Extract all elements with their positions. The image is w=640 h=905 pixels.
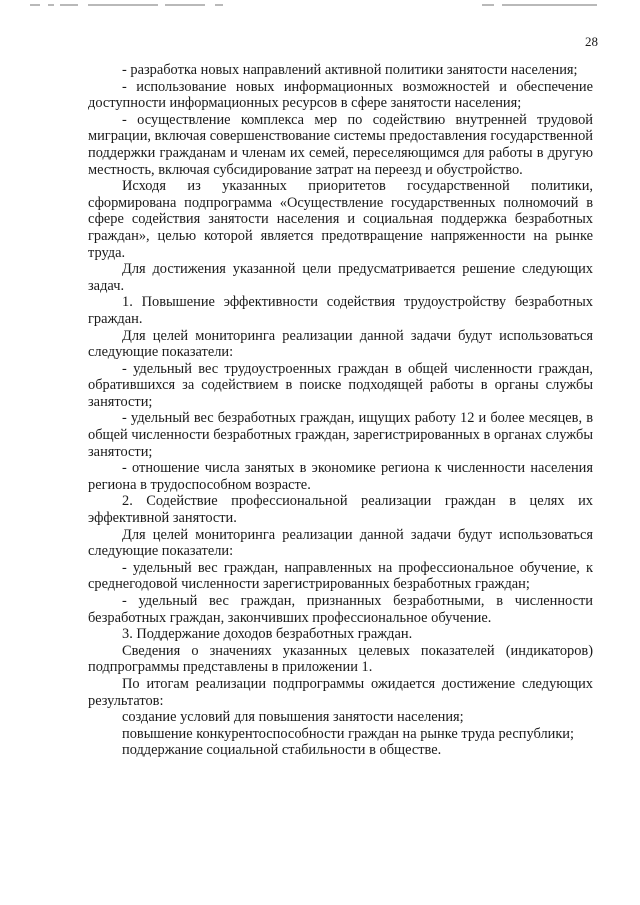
paragraph-indicator-training-referrals: - удельный вес граждан, направленных на профессиональное обучение, к среднегодовой численности зарегистрированных безработных граждан;	[88, 559, 593, 593]
paragraph-indicator-employment-ratio: - отношение числа занятых в экономике региона к численности населения региона в трудоспособном возрасте.	[88, 460, 593, 493]
paragraph-subprogram-formed: Исходя из указанных приоритетов государственной политики, сформирована подпрограмма «Осуществление государственных полномочий в сфере содействия занятости населения и социальная поддержка безработных граждан», целью которой является предотвращение напряженности на рынке труда.	[88, 178, 593, 261]
paragraph-new-directions: - разработка новых направлений активной политики занятости населения;	[122, 62, 578, 78]
document-body	[88, 62, 593, 759]
paragraph-monitoring-task-1: Для целей мониторинга реализации данной задачи будут использоваться следующие показатели:	[88, 327, 593, 361]
paragraph-result-social-stability: поддержание социальной стабильности в обществе.	[122, 742, 442, 759]
paragraph-task-1: 1. Повышение эффективности содействия трудоустройству безработных граждан.	[88, 294, 593, 327]
paragraph-task-2: 2. Содействие профессиональной реализации граждан в целях их эффективной занятости.	[88, 493, 593, 527]
paragraph-monitoring-task-2: Для целей мониторинга реализации данной задачи будут использоваться следующие показатели:	[88, 526, 593, 560]
paragraph-indicator-long-term-unemployed: - удельный вес безработных граждан, ищущих работу 12 и более месяцев, в общей численности безработных граждан, зарегистрированных в органах службы занятости;	[88, 410, 593, 460]
page-number: 28	[585, 34, 598, 49]
paragraph-goal-tasks: Для достижения указанной цели предусматривается решение следующих задач.	[88, 261, 593, 294]
paragraph-expected-results: По итогам реализации подпрограммы ожидается достижение следующих результатов:	[88, 675, 593, 709]
paragraph-indicator-employed: - удельный вес трудоустроенных граждан в общей численности граждан, обратившихся за содействием в поиске подходящей работы в органы службы занятости;	[88, 360, 593, 410]
paragraph-appendix-reference: Сведения о значениях указанных целевых показателей (индикаторов) подпрограммы представлены в приложении 1.	[88, 642, 593, 676]
scan-edge-marks	[0, 0, 640, 12]
paragraph-indicator-trained-unemployed: - удельный вес граждан, признанных безработными, в численности безработных граждан, закончивших профессиональное обучение.	[88, 593, 593, 626]
paragraph-labor-migration: - осуществление комплекса мер по содействию внутренней трудовой миграции, включая совершенствование системы предоставления государственной поддержки гражданам и членам их семей, переселяющимся для работы в другую местность, включая субсидирование затрат на переезд и обустройство.	[88, 111, 593, 178]
paragraph-information-opportunities: - использование новых информационных возможностей и обеспечение доступности информационных ресурсов в сфере занятости населения;	[88, 78, 593, 112]
paragraph-task-3: 3. Поддержание доходов безработных граждан.	[122, 626, 413, 643]
paragraph-result-employment-conditions: создание условий для повышения занятости населения;	[122, 709, 464, 726]
paragraph-result-competitiveness: повышение конкурентоспособности граждан на рынке труда республики;	[122, 725, 575, 742]
